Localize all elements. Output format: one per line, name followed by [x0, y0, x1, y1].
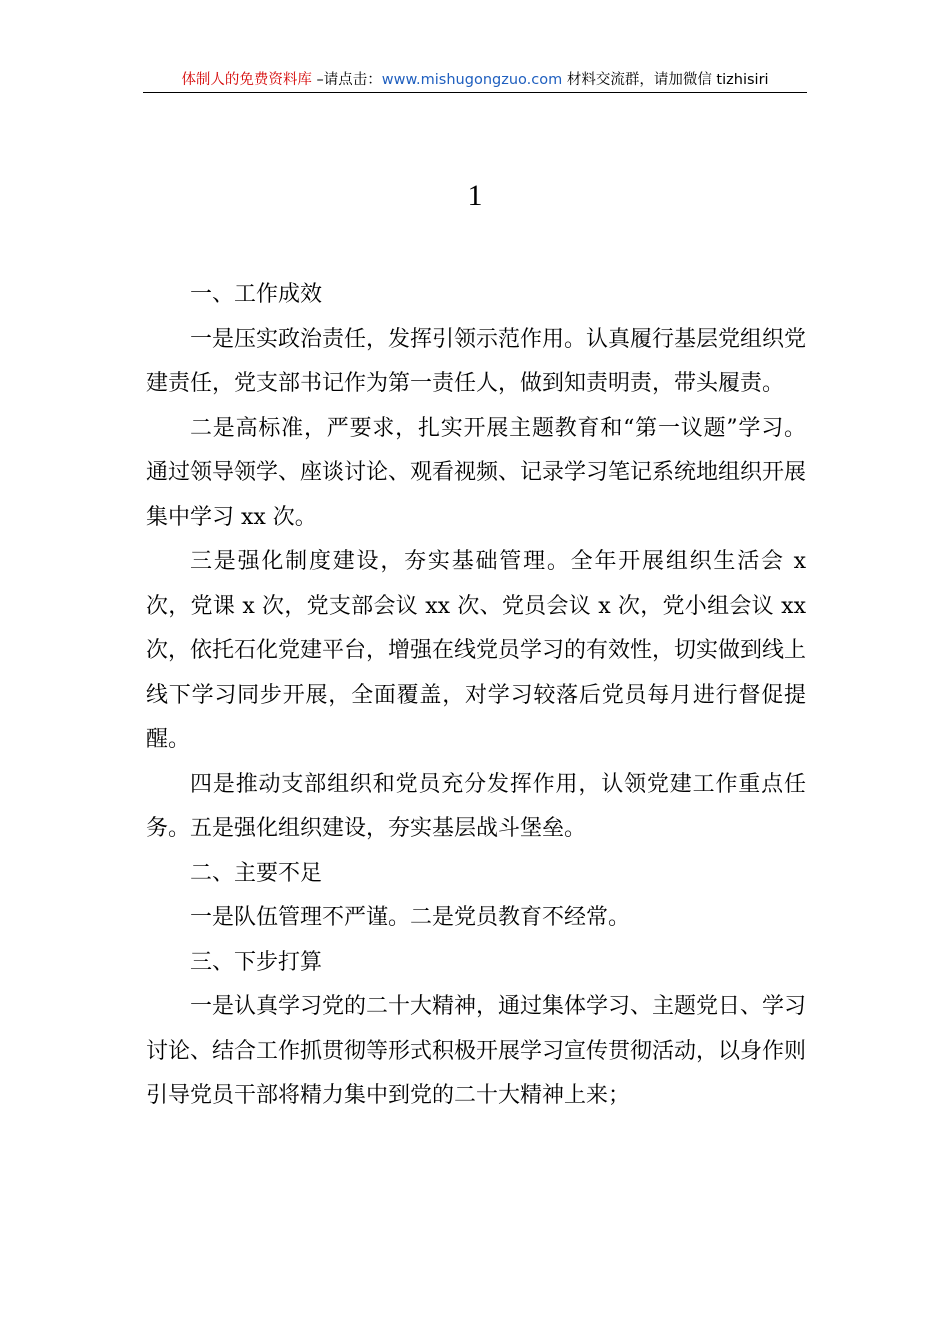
- section-heading: 二、主要不足: [190, 860, 323, 886]
- header-url-link[interactable]: www.mishugongzuo.com: [381, 72, 563, 88]
- body-paragraph: 二是高标准，严要求，扎实开展主题教育和“第一议题”学习。通过领导领学、座谈讨论、观看视频、记录学习笔记系统地组织开展集中学习 xx 次。: [146, 415, 807, 530]
- header-click-prompt: –请点击：: [311, 72, 382, 88]
- body-paragraph: 三是强化制度建设，夯实基础管理。全年开展组织生活会 x 次，党课 x 次，党支部会议 xx 次、党员会议 x 次，党小组会议 xx 次，依托石化党建平台，增强在线党员学习的有效性，切实做到线上线下学习同步开展，全面覆盖，对学习较落后党员每月进行督促提醒。: [146, 549, 807, 752]
- section-heading: 三、下步打算: [190, 949, 323, 975]
- body-paragraph: 四是推动支部组织和党员充分发挥作用，认领党建工作重点任务。五是强化组织建设，夯实基层战斗堡垒。: [146, 771, 806, 841]
- body-paragraph: 一是队伍管理不严谨。二是党员教育不经常。: [190, 905, 631, 930]
- page-number: 1: [467, 179, 483, 212]
- body-paragraph: 一是压实政治责任，发挥引领示范作用。认真履行基层党组织党建责任，党支部书记作为第一责任人，做到知责明责，带头履责。: [146, 326, 807, 396]
- section-heading: 一、工作成效: [190, 282, 323, 307]
- body-paragraph: 一是认真学习党的二十大精神，通过集体学习、主题党日、学习讨论、结合工作抓贯彻等形式积极开展学习宣传贯彻活动，以身作则引导党员干部将精力集中到党的二十大精神上来；: [146, 994, 807, 1108]
- page-header: [143, 70, 807, 93]
- header-site-name: 体制人的免费资料库: [181, 72, 312, 88]
- header-group-text: 材料交流群，请加微信 tizhisiri: [562, 72, 769, 88]
- document-body: [146, 273, 806, 1119]
